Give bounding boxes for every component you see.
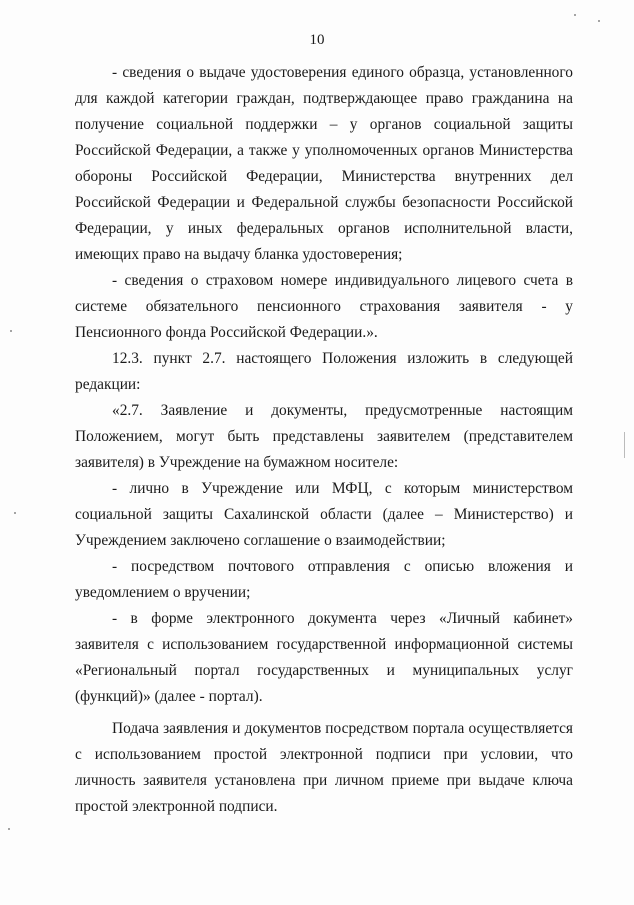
scan-speck bbox=[14, 512, 16, 514]
paragraph-electronic: - в форме электронного документа через «Личный кабинет» заявителя с использованием государственной информационной системы «Региональный портал государственных и муниципальных услуг (функций)» (далее - портал). bbox=[75, 610, 573, 705]
paragraph-certificate-info: - сведения о выдаче удостоверения единого образца, установленного для каждой категории граждан, подтверждающее право гражданина на получение социальной поддержки – у органов социальной защиты Российской Федерации, а также у уполномоченных органов Министерства обороны Российской Федерации, Министерства внутренних дел Российской Федерации и Федеральной службы безопасности Российской Федерации, у иных федеральных органов исполнительной власти, имеющих право на выдачу бланка удостоверения; bbox=[75, 64, 573, 263]
paragraph-snils-info: - сведения о страховом номере индивидуального лицевого счета в системе обязательного пенсионного страхования заявителя - у Пенсионного фонда Российской Федерации.». bbox=[75, 272, 573, 341]
paragraph-item-2-7: «2.7. Заявление и документы, предусмотренные настоящим Положением, могут быть представлены заявителем (представителем заявителя) в Учреждение на бумажном носителе: bbox=[75, 402, 573, 471]
scan-speck bbox=[10, 330, 12, 332]
scan-speck bbox=[574, 14, 576, 16]
paragraph-by-mail: - посредством почтового отправления с описью вложения и уведомлением о вручении; bbox=[75, 558, 573, 601]
paragraph-portal-signature: Подача заявления и документов посредством портала осуществляется с использованием простой электронной подписи при условии, что личность заявителя установлена при личном приеме при выдаче ключа простой электронной подписи. bbox=[75, 720, 573, 815]
paragraph-amendment-12-3: 12.3. пункт 2.7. настоящего Положения изложить в следующей редакции: bbox=[75, 350, 573, 393]
scan-speck bbox=[598, 20, 600, 22]
page-number: 10 bbox=[309, 32, 325, 48]
scan-edge-mark bbox=[624, 432, 625, 458]
scan-speck bbox=[8, 828, 10, 830]
paragraph-in-person: - лично в Учреждение или МФЦ, с которым министерством социальной защиты Сахалинской области (далее – Министерство) и Учреждением заключено соглашение о взаимодействии; bbox=[75, 480, 573, 549]
document-body bbox=[75, 60, 573, 820]
